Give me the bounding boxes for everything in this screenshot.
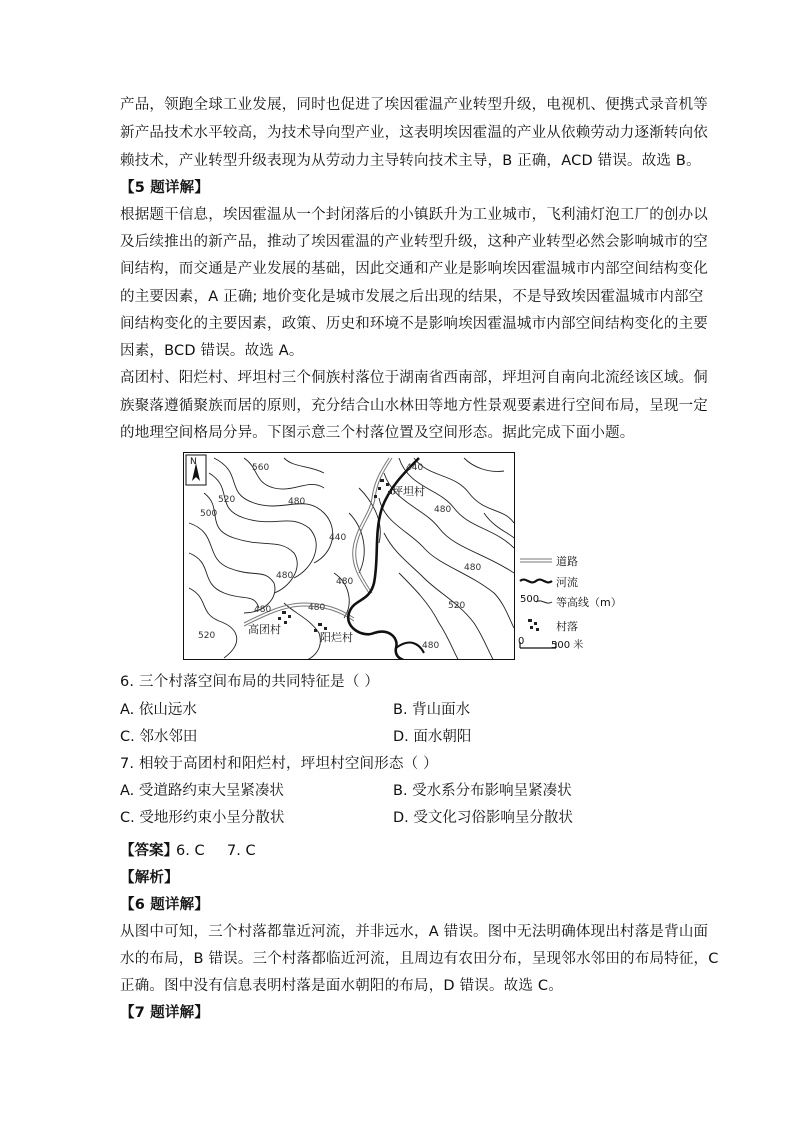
intro-line: 的地理空间格局分异。下图示意三个村落位置及空间形态。据此完成下面小题。 xyxy=(120,425,635,441)
contour-label: 500 xyxy=(200,509,218,519)
village-house xyxy=(314,629,317,632)
contour-label: 560 xyxy=(252,463,270,473)
map-legend xyxy=(518,550,622,660)
village-map xyxy=(183,452,515,660)
village-house xyxy=(378,487,381,490)
contour-line xyxy=(214,458,333,563)
village-house xyxy=(278,617,281,620)
village-label-gaotuan: 高团村 xyxy=(248,623,281,636)
q7-option-d: D. 受文化习俗影响呈分散状 xyxy=(393,810,573,826)
contour-line xyxy=(379,498,514,628)
contour-label: 520 xyxy=(198,631,216,641)
answer-6: 6. C xyxy=(176,843,205,859)
legend-river-icon xyxy=(520,580,552,583)
contour-line xyxy=(414,458,514,523)
q6-option-a: A. 依山远水 xyxy=(120,702,197,718)
contour-label: 520 xyxy=(448,601,466,611)
village-label-pingtan: 坪坦村 xyxy=(392,485,425,498)
intro-line: 族聚落遵循聚族而居的原则，充分结合山水林田等地方性景观要素进行空间布局，呈现一定 xyxy=(120,398,708,414)
village-label-yanglan: 阳烂村 xyxy=(320,631,353,644)
contour-label: 480 xyxy=(254,605,272,615)
legend-village-label: 村落 xyxy=(556,620,578,633)
village-house xyxy=(288,615,291,618)
section-heading-q6: 【6 题详解】 xyxy=(120,897,210,913)
paragraph-line: 正确。图中没有信息表明村落是面水朝阳的布局，D 错误。故选 C。 xyxy=(120,978,563,994)
paragraph-line: 的主要因素，A 正确; 地价变化是城市发展之后出现的结果，不是导致埃因霍温城市内部空 xyxy=(120,289,704,305)
paragraph-line: 间结构变化的主要因素，政策、历史和环境不是影响埃因霍温城市内部空间结构变化的主要 xyxy=(120,316,708,332)
legend-river-label: 河流 xyxy=(556,576,578,589)
scale-value: 500 米 xyxy=(551,640,584,651)
contour-label: 440 xyxy=(406,463,424,473)
roads xyxy=(244,458,392,626)
question-7-stem: 7. 相较于高团村和阳烂村，坪坦村空间形态（ ） xyxy=(120,756,438,772)
scale-zero: 0 xyxy=(518,636,525,647)
q7-option-a: A. 受道路约束大呈紧凑状 xyxy=(120,783,284,799)
village-house xyxy=(374,495,377,498)
contour-label: 480 xyxy=(336,577,354,587)
contour-label: 480 xyxy=(276,571,294,581)
paragraph-line: 及后续推出的新产品，推动了埃因霍温的产业转型升级，这种产业转型必然会影响城市的空 xyxy=(120,234,708,250)
paragraph-line: 新产品技术水平较高，为技术导向型产业，这表明埃因霍温的产业从依赖劳动力逐渐转向依 xyxy=(120,125,708,141)
question-6-stem: 6. 三个村落空间布局的共同特征是（ ） xyxy=(120,674,380,690)
contour-line xyxy=(189,523,275,613)
contour-line xyxy=(484,513,514,538)
contour-label: 480 xyxy=(308,603,326,613)
analysis-heading: 【解析】 xyxy=(120,870,179,886)
q6-option-b: B. 背山面水 xyxy=(393,702,471,718)
village-house xyxy=(318,623,322,626)
legend-contour-label: 等高线（m） xyxy=(556,596,622,609)
contour-label: 480 xyxy=(434,505,452,515)
contour-label: 520 xyxy=(218,495,236,505)
legend-contour-value: 500 xyxy=(520,594,540,605)
north-label: N xyxy=(190,457,197,467)
village-house xyxy=(282,611,286,614)
q6-option-c: C. 邻水邻田 xyxy=(120,729,198,745)
paragraph-line: 赖技术，产业转型升级表现为从劳动力主导转向技术主导，B 正确，ACD 错误。故选 B。 xyxy=(120,153,701,169)
contour-label: 440 xyxy=(329,533,347,543)
village-house xyxy=(380,479,384,482)
contour-line xyxy=(209,473,316,578)
answer-label: 【答案】 xyxy=(120,843,178,859)
contour-label: 480 xyxy=(464,563,482,573)
section-heading-q7: 【7 题详解】 xyxy=(120,1005,210,1021)
paragraph-line: 产品，领跑全球工业发展，同时也促进了埃因霍温产业转型升级，电视机、便携式录音机等 xyxy=(120,97,708,113)
contour-line xyxy=(284,458,324,473)
river-branch xyxy=(396,643,424,653)
contour-line xyxy=(189,553,259,608)
paragraph-line: 因素，BCD 错误。故选 A。 xyxy=(120,343,304,359)
village-house xyxy=(284,621,287,624)
q7-option-c: C. 受地形约束小呈分散状 xyxy=(120,810,285,826)
q6-option-d: D. 面水朝阳 xyxy=(393,729,472,745)
legend-village-icon xyxy=(528,619,539,631)
q7-option-b: B. 受水系分布影响呈紧凑状 xyxy=(393,783,572,799)
paragraph-line: 水的布局，B 错误。三个村落都临近河流，且周边有农田分布，呈现邻水邻田的布局特征，C xyxy=(120,951,719,967)
contour-label: 480 xyxy=(288,497,306,507)
contour-label: 480 xyxy=(422,641,440,651)
paragraph-line: 从图中可知，三个村落都靠近河流，并非远水，A 错误。图中无法明确体现出村落是背山面 xyxy=(120,924,709,940)
village-house xyxy=(386,483,389,486)
legend-road-label: 道路 xyxy=(556,555,578,568)
answer-7: 7. C xyxy=(227,843,256,859)
intro-line: 高团村、阳烂村、坪坦村三个侗族村落位于湖南省西南部，坪坦河自南向北流经该区域。侗 xyxy=(120,370,708,386)
section-heading-q5: 【5 题详解】 xyxy=(120,180,210,196)
paragraph-line: 间结构，而交通是产业发展的基础，因此交通和产业是影响埃因霍温城市内部空间结构变化 xyxy=(120,261,708,277)
paragraph-line: 根据题干信息，埃因霍温从一个封闭落后的小镇跃升为工业城市，飞利浦灯泡工厂的创办以 xyxy=(120,207,708,223)
contour-line xyxy=(464,458,504,471)
contour-line xyxy=(189,588,237,658)
